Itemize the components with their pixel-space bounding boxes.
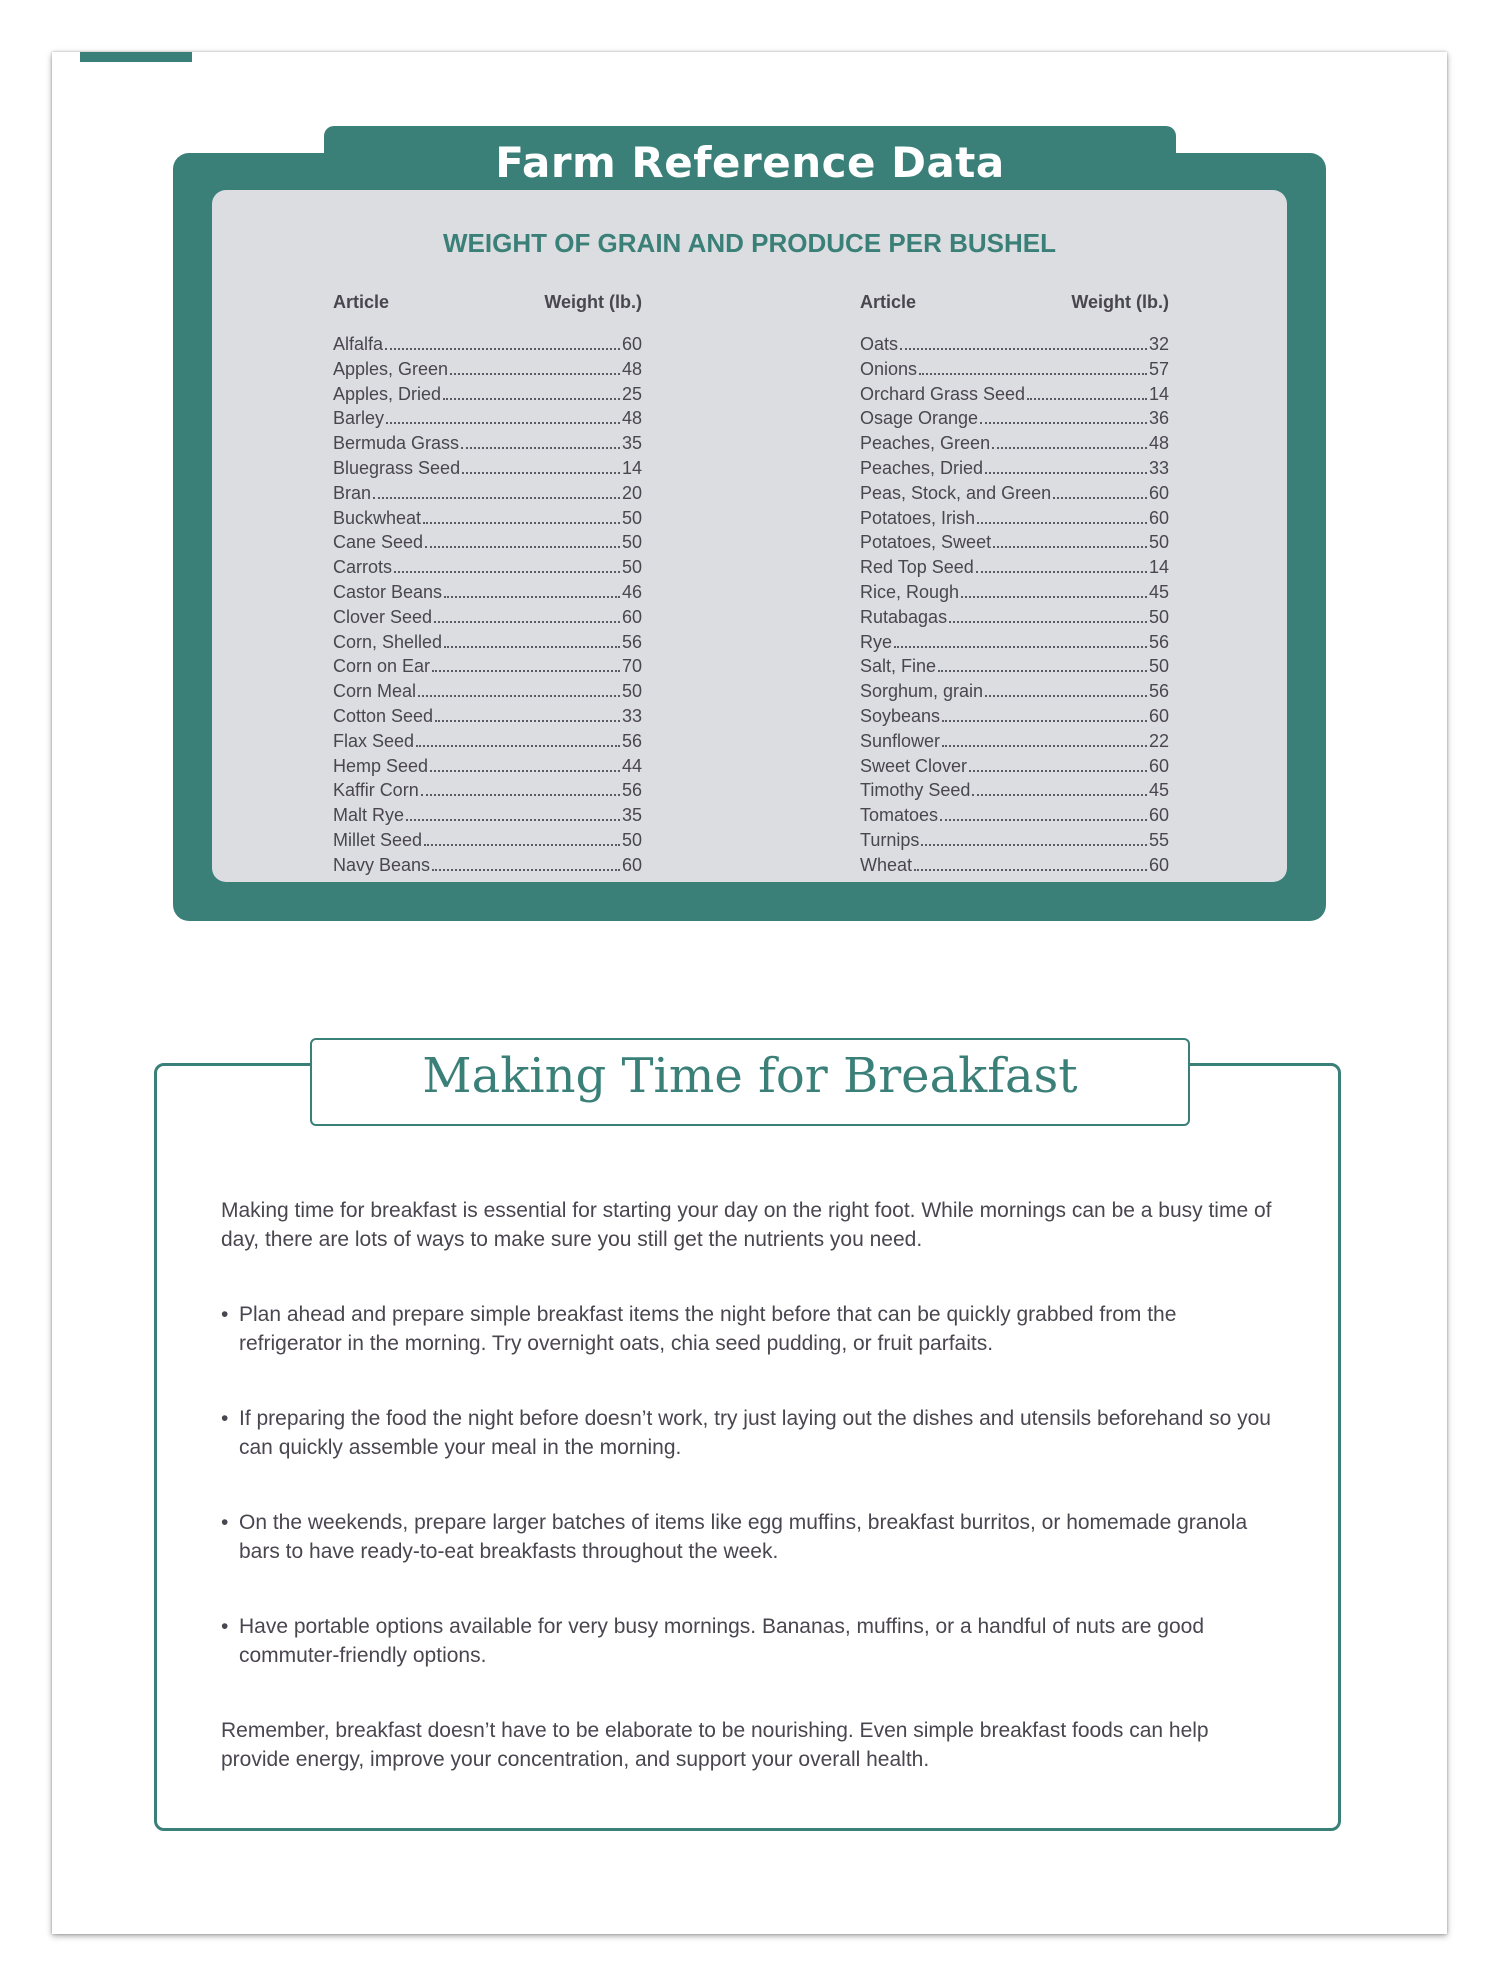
article-name: Timothy Seed	[860, 780, 971, 801]
article-name: Soybeans	[860, 705, 941, 726]
table-row	[333, 456, 642, 481]
article-weight: 50	[1148, 532, 1169, 553]
dot-leader	[406, 819, 620, 821]
article-name: Peas, Stock, and Green	[860, 482, 1052, 503]
article-name: Cane Seed	[333, 532, 424, 553]
table-header	[860, 291, 1169, 319]
article-weight: 50	[621, 681, 642, 702]
article-name: Malt Rye	[333, 805, 405, 826]
breakfast-closing: Remember, breakfast doesn’t have to be elaborate to be nourishing. Even simple breakfast foods can help provide energy, improve your concentration, and support your overall health.	[221, 1719, 1209, 1771]
table-row	[333, 406, 642, 431]
table-row	[333, 679, 642, 704]
header-weight: Weight (lb.)	[1071, 292, 1169, 312]
dot-leader	[942, 745, 1147, 747]
dot-leader	[921, 844, 1147, 846]
article-name: Peaches, Dried	[860, 457, 984, 478]
dot-leader	[430, 770, 620, 772]
table-row	[333, 828, 642, 853]
article-weight: 60	[1148, 705, 1169, 726]
table-row	[860, 803, 1169, 828]
table-row	[333, 431, 642, 456]
article-name: Hemp Seed	[333, 755, 429, 776]
article-weight: 60	[1148, 755, 1169, 776]
article-weight: 50	[621, 829, 642, 850]
dot-leader	[461, 447, 620, 449]
table-row	[333, 506, 642, 531]
breakfast-title: Making Time for Breakfast	[422, 1048, 1078, 1104]
article-name: Wheat	[860, 854, 913, 875]
bullet-text: Plan ahead and prepare simple breakfast items the night before that can be quickly grabbed from the refrigerator in the morning. Try overnight oats, chia seed pudding, or fruit parfaits.	[239, 1303, 1177, 1355]
dot-leader	[900, 348, 1147, 350]
bullet-dot: •	[221, 1407, 229, 1430]
article-name: Rice, Rough	[860, 581, 960, 602]
table-row	[333, 729, 642, 754]
table-row	[860, 357, 1169, 382]
table-row	[333, 778, 642, 803]
table-row	[860, 332, 1169, 357]
table-row	[860, 853, 1169, 878]
article-weight: 48	[621, 358, 642, 379]
article-name: Alfalfa	[333, 334, 384, 354]
article-name: Castor Beans	[333, 581, 443, 602]
article-weight: 57	[1148, 358, 1169, 379]
table-row	[333, 332, 642, 357]
dot-leader	[394, 571, 620, 573]
article-weight: 35	[621, 805, 642, 826]
article-name: Sorghum, grain	[860, 681, 984, 702]
table-row	[860, 729, 1169, 754]
bullet-dot: •	[221, 1511, 229, 1534]
bullet-dot: •	[221, 1303, 229, 1326]
article-name: Bermuda Grass	[333, 433, 460, 454]
dot-leader	[373, 497, 620, 499]
article-name: Sweet Clover	[860, 755, 968, 776]
article-weight: 50	[1148, 606, 1169, 627]
article-weight: 46	[621, 581, 642, 602]
dot-leader	[462, 472, 620, 474]
dot-leader	[919, 373, 1147, 375]
dot-leader	[1027, 398, 1147, 400]
breakfast-bullet	[221, 1612, 1281, 1670]
table-row	[860, 679, 1169, 704]
table-row	[333, 481, 642, 506]
article-weight: 50	[621, 532, 642, 553]
farm-subtitle: WEIGHT OF GRAIN AND PRODUCE PER BUSHEL	[443, 228, 1056, 258]
article-weight: 14	[1148, 557, 1169, 578]
article-name: Salt, Fine	[860, 656, 937, 677]
dot-leader	[418, 695, 620, 697]
dot-leader	[434, 621, 620, 623]
bullet-text: If preparing the food the night before doesn’t work, try just laying out the dishes and utensils beforehand so you can quickly assemble your meal in the morning.	[239, 1407, 1271, 1459]
article-name: Peaches, Green	[860, 433, 991, 454]
article-name: Cotton Seed	[333, 705, 434, 726]
article-weight: 60	[621, 334, 642, 354]
table-row	[860, 704, 1169, 729]
article-name: Rye	[860, 631, 893, 652]
table-row	[860, 406, 1169, 431]
dot-leader	[976, 571, 1147, 573]
article-name: Oats	[860, 334, 899, 354]
article-name: Flax Seed	[333, 730, 415, 751]
dot-leader	[435, 720, 620, 722]
article-weight: 50	[621, 557, 642, 578]
dot-leader	[985, 695, 1147, 697]
dot-leader	[969, 770, 1147, 772]
table-row	[333, 382, 642, 407]
article-weight: 70	[621, 656, 642, 677]
article-weight: 60	[621, 606, 642, 627]
header-article: Article	[333, 292, 390, 312]
article-weight: 44	[621, 755, 642, 776]
table-row	[333, 530, 642, 555]
article-weight: 60	[1148, 482, 1169, 503]
article-name: Potatoes, Sweet	[860, 532, 992, 553]
dot-leader	[421, 794, 620, 796]
article-weight: 25	[621, 383, 642, 404]
article-name: Red Top Seed	[860, 557, 974, 578]
article-weight: 45	[1148, 780, 1169, 801]
dot-leader	[444, 646, 620, 648]
table-row	[333, 357, 642, 382]
table-row	[333, 654, 642, 679]
table-row	[333, 853, 642, 878]
article-weight: 22	[1148, 730, 1169, 751]
article-name: Potatoes, Irish	[860, 507, 976, 528]
breakfast-intro: Making time for breakfast is essential for starting your day on the right foot. While mornings can be a busy time of day, there are lots of ways to make sure you still get the nutrients you need.	[221, 1199, 1272, 1251]
dot-leader	[1053, 497, 1147, 499]
dot-leader	[977, 522, 1147, 524]
article-weight: 56	[621, 780, 642, 801]
dot-leader	[432, 869, 620, 871]
dot-leader	[993, 546, 1147, 548]
article-weight: 33	[621, 705, 642, 726]
article-weight: 35	[621, 433, 642, 454]
table-row	[333, 803, 642, 828]
table-row	[860, 654, 1169, 679]
table-row	[333, 630, 642, 655]
article-weight: 48	[1148, 433, 1169, 454]
article-name: Sunflower	[860, 730, 941, 751]
table-row	[860, 431, 1169, 456]
dot-leader	[949, 621, 1147, 623]
dot-leader	[444, 596, 620, 598]
table-row	[860, 506, 1169, 531]
table-row	[860, 530, 1169, 555]
article-name: Bluegrass Seed	[333, 457, 461, 478]
article-weight: 60	[1148, 805, 1169, 826]
article-name: Corn on Ear	[333, 656, 431, 677]
table-row	[860, 828, 1169, 853]
table-row	[333, 555, 642, 580]
article-weight: 14	[1148, 383, 1169, 404]
table-row	[333, 580, 642, 605]
article-weight: 60	[1148, 854, 1169, 875]
bullet-text: Have portable options available for very busy mornings. Bananas, muffins, or a handful of nuts are good commuter-friendly options.	[239, 1615, 1205, 1667]
bullet-text: On the weekends, prepare larger batches of items like egg muffins, breakfast burritos, or homemade granola bars to have ready-to-eat breakfasts throughout the week.	[239, 1511, 1248, 1563]
dot-leader	[914, 869, 1147, 871]
article-weight: 14	[621, 457, 642, 478]
dot-leader	[980, 422, 1147, 424]
table-row	[860, 605, 1169, 630]
dot-leader	[992, 447, 1147, 449]
table-row	[860, 754, 1169, 779]
dot-leader	[385, 348, 620, 350]
article-name: Carrots	[333, 557, 393, 578]
article-weight: 56	[1148, 631, 1169, 652]
article-weight: 33	[1148, 457, 1169, 478]
article-weight: 60	[1148, 507, 1169, 528]
breakfast-bullet	[221, 1508, 1281, 1566]
dot-leader	[443, 398, 620, 400]
article-weight: 55	[1148, 829, 1169, 850]
dot-leader	[423, 522, 620, 524]
article-name: Orchard Grass Seed	[860, 383, 1026, 404]
farm-title: Farm Reference Data	[495, 138, 1005, 187]
article-weight: 32	[1148, 334, 1169, 354]
table-row	[860, 382, 1169, 407]
article-weight: 56	[621, 730, 642, 751]
article-name: Corn, Shelled	[333, 631, 443, 652]
dot-leader	[425, 546, 620, 548]
dot-leader	[972, 794, 1147, 796]
weight-table-right	[860, 291, 1169, 878]
dot-leader	[432, 670, 620, 672]
article-name: Millet Seed	[333, 829, 423, 850]
table-row	[860, 481, 1169, 506]
article-name: Corn Meal	[333, 681, 417, 702]
weight-table-left	[333, 291, 642, 878]
article-name: Osage Orange	[860, 408, 979, 429]
dot-leader	[416, 745, 620, 747]
article-name: Onions	[860, 358, 918, 379]
table-row	[860, 778, 1169, 803]
article-weight: 56	[1148, 681, 1169, 702]
article-weight: 50	[621, 507, 642, 528]
article-name: Bran	[333, 482, 372, 503]
article-name: Clover Seed	[333, 606, 433, 627]
article-weight: 45	[1148, 581, 1169, 602]
bullet-dot: •	[221, 1615, 229, 1638]
breakfast-bullet	[221, 1300, 1281, 1358]
table-row	[860, 456, 1169, 481]
dot-leader	[894, 646, 1147, 648]
article-name: Rutabagas	[860, 606, 948, 627]
corner-accent-bar	[80, 52, 192, 62]
dot-leader	[942, 720, 1147, 722]
article-name: Turnips	[860, 829, 920, 850]
header-weight: Weight (lb.)	[544, 292, 642, 312]
dot-leader	[424, 844, 620, 846]
article-weight: 36	[1148, 408, 1169, 429]
table-row	[860, 630, 1169, 655]
article-name: Kaffir Corn	[333, 780, 419, 801]
table-row	[860, 580, 1169, 605]
table-row	[860, 555, 1169, 580]
article-weight: 60	[621, 854, 642, 875]
article-name: Apples, Dried	[333, 383, 442, 404]
article-weight: 50	[1148, 656, 1169, 677]
table-header	[333, 291, 642, 319]
dot-leader	[938, 670, 1147, 672]
table-row	[333, 605, 642, 630]
article-weight: 20	[621, 482, 642, 503]
dot-leader	[985, 472, 1147, 474]
article-weight: 48	[621, 408, 642, 429]
article-weight: 56	[621, 631, 642, 652]
article-name: Barley	[333, 408, 385, 429]
article-name: Apples, Green	[333, 358, 449, 379]
dot-leader	[961, 596, 1147, 598]
article-name: Buckwheat	[333, 507, 422, 528]
dot-leader	[940, 819, 1147, 821]
dot-leader	[450, 373, 620, 375]
table-row	[333, 704, 642, 729]
table-row	[333, 754, 642, 779]
breakfast-bullet	[221, 1404, 1281, 1462]
article-name: Tomatoes	[860, 805, 939, 826]
header-article: Article	[860, 292, 917, 312]
dot-leader	[386, 422, 620, 424]
article-name: Navy Beans	[333, 854, 431, 875]
